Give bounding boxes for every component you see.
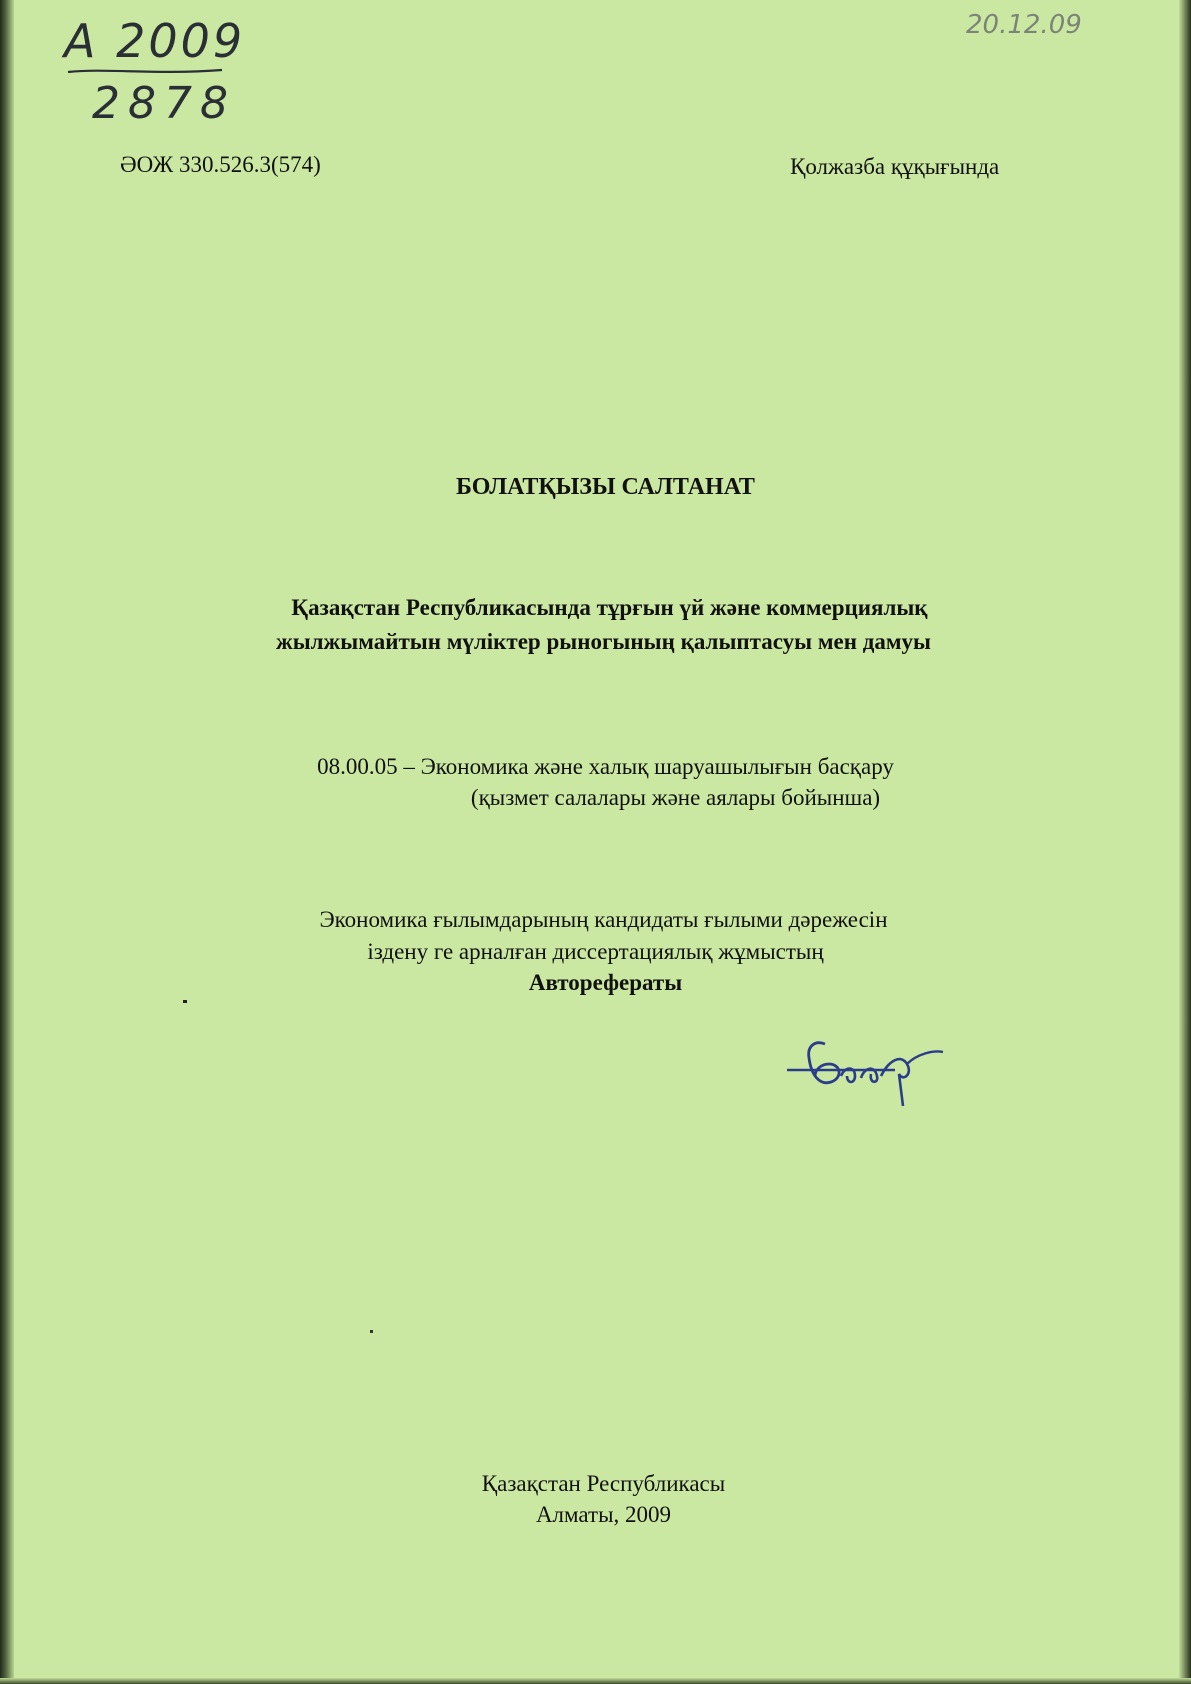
specialty-line1: 08.00.05 – Экономика және халық шаруашылығын басқару [317, 754, 894, 779]
scan-edge-bottom [0, 1678, 1191, 1684]
manuscript-rights-note: Қолжазба құқығында [790, 154, 1000, 179]
footer-city-year: Алматы, 2009 [535, 1502, 672, 1527]
archive-code-line1: А 2009 [64, 14, 246, 68]
specialty-line2: (қызмет салалары және аялары бойынша) [470, 785, 881, 810]
archive-code-underline [66, 66, 226, 78]
scan-edge-left [0, 0, 14, 1684]
thesis-title-line2: жылжымайтын мүліктер рыногының қалыптасуы мен дамуы [276, 629, 931, 654]
thesis-title-line1: Қазақстан Республикасында тұрғын үй және коммерциялық [291, 595, 928, 620]
author-name: БОЛАТҚЫЗЫ САЛТАНАТ [456, 474, 755, 500]
author-signature [785, 1030, 965, 1110]
degree-line2: іздену ге арналған диссертациялық жұмыстың [367, 939, 824, 964]
scan-speck [370, 1330, 373, 1333]
footer-country: Қазақстан Республикасы [481, 1471, 726, 1496]
archive-code-line2: 2878 [92, 78, 236, 129]
handwritten-date: 20.12.09 [966, 10, 1082, 40]
scan-speck [183, 1000, 187, 1003]
udc-code: ӘОЖ 330.526.3(574) [120, 152, 321, 177]
degree-line3: Авторефераты [528, 970, 683, 995]
scan-edge-right [1179, 0, 1191, 1684]
degree-line1: Экономика ғылымдарының кандидаты ғылыми дәрежесін [319, 907, 888, 932]
